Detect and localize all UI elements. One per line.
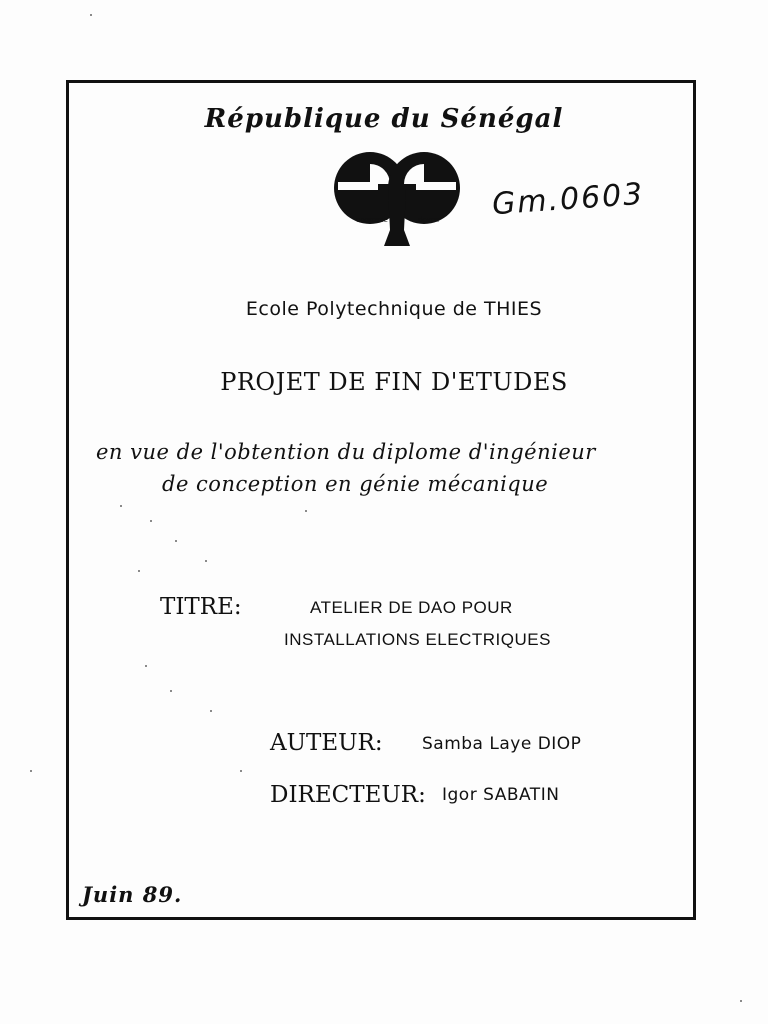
scan-speck — [90, 14, 92, 16]
scan-speck — [210, 710, 212, 712]
logo-motto-right: devoir — [418, 216, 440, 224]
school-logo — [334, 150, 460, 250]
scan-speck — [305, 510, 307, 512]
title-line1: ATELIER DE DAO POUR — [310, 598, 513, 617]
scan-speck — [175, 540, 177, 542]
project-subtitle-line2: de conception en génie mécanique — [162, 472, 549, 496]
logo-motto-left: engrosse — [356, 216, 388, 224]
scan-speck — [30, 770, 32, 772]
school-name: Ecole Polytechnique de THIES — [245, 298, 543, 320]
project-heading: PROJET DE FIN D'ETUDES — [220, 368, 568, 396]
scan-speck — [240, 770, 242, 772]
country-heading: République du Sénégal — [204, 104, 564, 134]
director-label: DIRECTEUR: — [270, 782, 426, 808]
handwritten-reference: Gm.0603 — [490, 176, 646, 223]
author-label: AUTEUR: — [270, 730, 383, 756]
scan-speck — [205, 560, 207, 562]
scan-speck — [170, 690, 172, 692]
author-name: Samba Laye DIOP — [422, 734, 582, 754]
scan-speck — [138, 570, 140, 572]
scan-speck — [150, 520, 152, 522]
scan-speck — [145, 665, 147, 667]
scan-speck — [740, 1000, 742, 1002]
title-line2: INSTALLATIONS ELECTRIQUES — [284, 630, 551, 649]
date: Juin 89. — [82, 882, 183, 907]
scan-speck — [120, 505, 122, 507]
title-label: TITRE: — [160, 594, 242, 620]
director-name: Igor SABATIN — [442, 785, 560, 805]
project-subtitle-line1: en vue de l'obtention du diplome d'ingénieur — [96, 440, 596, 464]
